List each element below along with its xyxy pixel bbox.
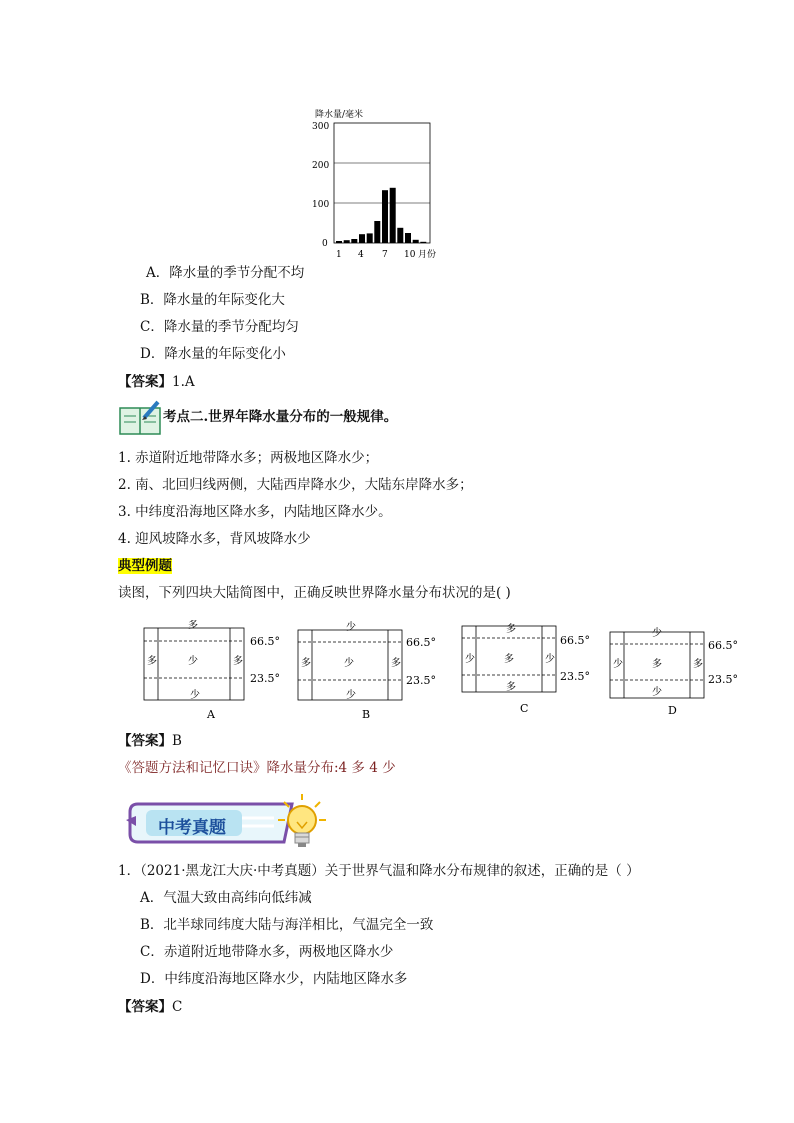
- bar-month-11: [413, 240, 419, 243]
- map-a-center: 少: [188, 656, 198, 667]
- rule-1: 1. 赤道附近地带降水多；两极地区降水少；: [118, 450, 379, 466]
- precipitation-chart-svg: [310, 105, 450, 263]
- map-d-left: 少: [613, 659, 623, 670]
- example-tag-text: 典型例题: [118, 558, 172, 574]
- map-c-top: 多: [506, 624, 516, 635]
- continent-maps-svg: [140, 620, 760, 725]
- map-d: [610, 626, 738, 717]
- answer-label: 【答案】: [118, 999, 172, 1015]
- bar-month-4: [359, 234, 365, 243]
- map-b-lat-high: 66.5°: [406, 636, 436, 649]
- map-a-top: 多: [188, 620, 198, 631]
- map-b-bottom: 少: [346, 690, 356, 701]
- example-question: 读图，下列四块大陆简图中，正确反映世界降水量分布状况的是( ): [118, 585, 511, 601]
- option-d: D．降水量的年际变化小: [140, 346, 286, 362]
- xtick-7: 7: [382, 250, 388, 260]
- lightbulb-icon: [276, 792, 328, 852]
- exam-option-b: B．北半球同纬度大陆与海洋相比，气温完全一致: [140, 917, 434, 933]
- precipitation-chart: [310, 105, 450, 263]
- xtick-4: 4: [358, 250, 364, 260]
- book-pencil-icon: [118, 398, 164, 436]
- chart-ylabel: 降水量/毫米: [315, 110, 364, 120]
- option-a: A．降水量的季节分配不均: [146, 265, 305, 281]
- answer-value: C: [172, 999, 183, 1015]
- bar-month-10: [405, 233, 411, 243]
- bar-month-6: [374, 221, 380, 243]
- rule-2: 2. 南、北回归线两侧，大陆西岸降水少，大陆东岸降水多；: [118, 477, 473, 493]
- map-d-label: D: [668, 704, 677, 717]
- bar-month-2: [344, 240, 350, 243]
- xtick-1: 1: [336, 250, 342, 260]
- map-d-bottom: 少: [652, 687, 662, 698]
- map-c-lat-high: 66.5°: [560, 634, 590, 647]
- example-tag: [118, 557, 172, 575]
- map-a-left: 多: [147, 656, 157, 667]
- map-c: [462, 623, 590, 715]
- ytick-300: 300: [312, 122, 330, 132]
- map-b-center: 少: [344, 658, 354, 669]
- map-b-lat-low: 23.5°: [406, 674, 436, 687]
- ytick-100: 100: [312, 200, 330, 210]
- x-unit: 月份: [418, 250, 437, 260]
- map-b-top: 少: [346, 622, 356, 633]
- bar-month-9: [397, 228, 403, 243]
- bar-month-7: [382, 190, 388, 243]
- exam-option-d: D．中纬度沿海地区降水少，内陆地区降水多: [140, 971, 408, 987]
- answer-label: 【答案】: [118, 733, 172, 749]
- map-d-lat-low: 23.5°: [708, 673, 738, 686]
- map-c-right: 少: [545, 654, 555, 665]
- xtick-10: 10: [404, 250, 416, 260]
- rule-3: 3. 中纬度沿海地区降水多，内陆地区降水少。: [118, 504, 392, 520]
- map-c-lat-low: 23.5°: [560, 670, 590, 683]
- memory-tip: 《答题方法和记忆口诀》降水量分布:4 多 4 少: [118, 760, 396, 776]
- answer-value: 1.A: [172, 374, 195, 390]
- map-b: [298, 620, 436, 721]
- map-a-label: A: [207, 708, 215, 721]
- answer-2: [118, 732, 182, 750]
- map-b-label: B: [362, 708, 371, 721]
- exam-option-c: C．赤道附近地带降水多，两极地区降水少: [140, 944, 394, 960]
- bar-month-8: [390, 188, 396, 243]
- rule-4: 4. 迎风坡降水多，背风坡降水少: [118, 531, 311, 547]
- map-d-center: 多: [652, 659, 662, 670]
- chart-bars: [336, 188, 426, 243]
- answer-1: [118, 373, 195, 391]
- exam-option-a: A．气温大致由高纬向低纬减: [140, 890, 312, 906]
- map-a-lat-low: 23.5°: [250, 672, 280, 685]
- map-a-lat-high: 66.5°: [250, 635, 280, 648]
- bar-month-5: [367, 233, 373, 243]
- map-c-center: 多: [504, 654, 514, 665]
- map-d-top: 少: [652, 628, 662, 639]
- bar-month-3: [351, 239, 357, 243]
- answer-value: B: [172, 733, 182, 749]
- map-c-left: 少: [465, 654, 475, 665]
- map-a-bottom: 少: [190, 690, 200, 701]
- banner-title: 中考真题: [158, 818, 226, 838]
- ytick-0: 0: [322, 239, 328, 249]
- map-c-label: C: [520, 702, 529, 715]
- map-b-left: 多: [301, 658, 311, 669]
- map-b-right: 多: [391, 658, 401, 669]
- map-d-lat-high: 66.5°: [708, 639, 738, 652]
- map-d-right: 多: [693, 659, 703, 670]
- exam-question: 1．（2021·黑龙江大庆·中考真题）关于世界气温和降水分布规律的叙述，正确的是（ ）: [118, 863, 640, 879]
- exam-banner: [124, 792, 334, 854]
- map-a: [144, 620, 280, 721]
- map-c-bottom: 多: [506, 682, 516, 693]
- option-c: C．降水量的季节分配均匀: [140, 319, 299, 335]
- ytick-200: 200: [312, 161, 330, 171]
- continent-maps: [140, 620, 760, 725]
- answer-3: [118, 998, 182, 1016]
- map-a-right: 多: [233, 656, 243, 667]
- bar-month-1: [336, 241, 342, 243]
- bar-month-12: [420, 242, 426, 243]
- option-b: B．降水量的年际变化大: [140, 292, 285, 308]
- section-title: 考点二.世界年降水量分布的一般规律。: [163, 409, 398, 425]
- answer-label: 【答案】: [118, 374, 172, 390]
